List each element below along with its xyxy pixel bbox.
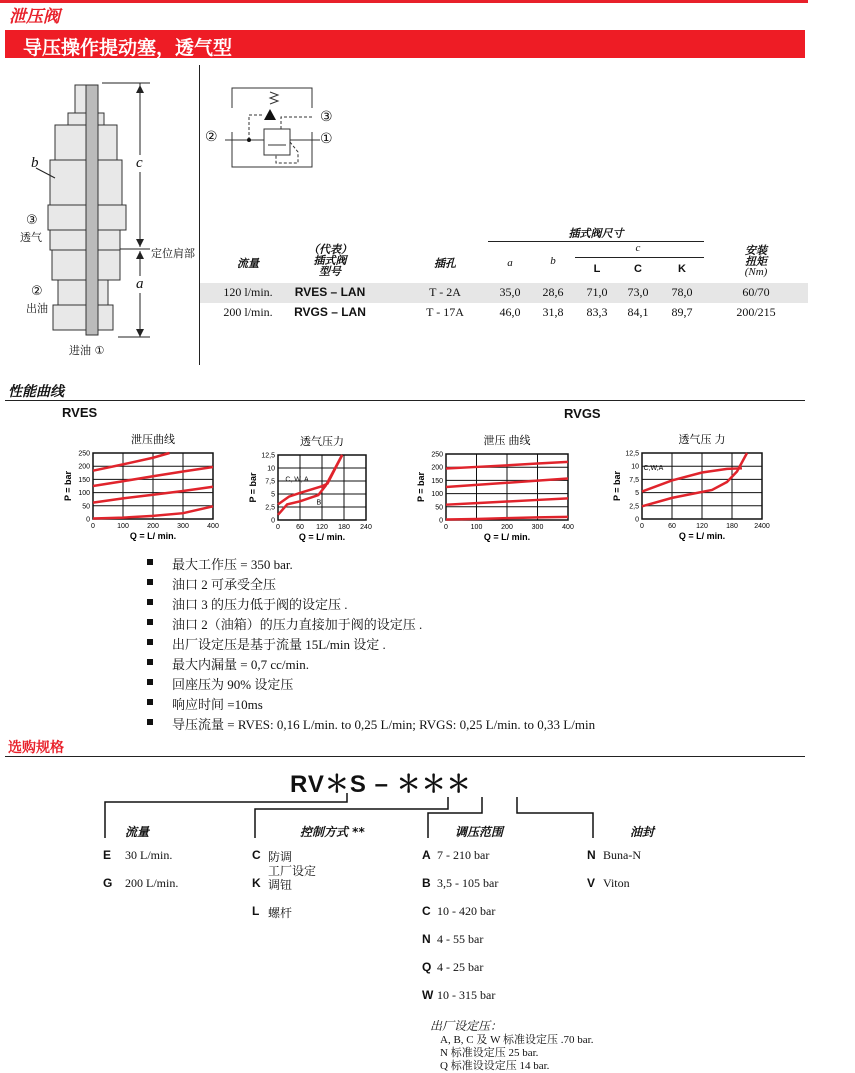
x-axis-label: Q = L/ min.	[678, 531, 726, 541]
x-tick-label: 240	[360, 524, 372, 531]
col-a: a	[507, 257, 513, 269]
option-value: Buna-N	[603, 848, 641, 862]
x-tick-label: 400	[562, 524, 574, 531]
option-value: 4 - 55 bar	[437, 932, 484, 946]
feature-item	[172, 634, 386, 653]
option-value: 螺杆	[268, 906, 293, 920]
y-tick-label: 5	[635, 490, 639, 498]
schematic-port1: ①	[320, 131, 333, 147]
option-code: E	[103, 848, 112, 862]
x-tick-label: 100	[117, 523, 129, 530]
feature-text: 响应时间 =10ms	[172, 697, 263, 712]
option-code: A	[422, 848, 431, 862]
y-tick-label: 5	[271, 491, 275, 499]
port2-label: 出油	[26, 302, 48, 315]
col-model-3: 型号	[319, 265, 341, 278]
x-tick-label: 60	[296, 524, 304, 531]
y-tick-label: 0	[86, 516, 90, 524]
c-header: c	[635, 242, 641, 254]
option-code: L	[252, 904, 260, 918]
feature-item	[172, 594, 348, 613]
table-cell-C: 84,1	[627, 305, 649, 319]
rves-label: RVES	[62, 405, 98, 420]
performance-title: 性能曲线	[8, 384, 64, 400]
feature-item	[172, 574, 276, 593]
option-code: Q	[422, 960, 432, 974]
table-cell-K: 89,7	[671, 305, 693, 319]
x-tick-label: 60	[668, 523, 676, 530]
factory-setting-line: Q 标准设设定压 14 bar.	[440, 1060, 550, 1072]
y-tick-label: 0	[271, 517, 275, 525]
chart-4	[602, 428, 792, 559]
y-tick-label: 50	[435, 504, 443, 512]
ordering-control-title: 控制方式 **	[300, 825, 365, 839]
chart-3	[406, 429, 598, 560]
x-tick-label: 400	[207, 523, 219, 530]
y-tick-label: 12,5	[261, 452, 275, 460]
feature-text: 最大内漏量 = 0,7 cc/min.	[172, 657, 309, 672]
option-value: 10 - 315 bar	[437, 988, 496, 1002]
feature-item	[172, 714, 595, 733]
y-tick-label: 50	[82, 503, 90, 511]
y-axis-label: P = bar	[63, 470, 73, 502]
bullet-icon	[147, 639, 153, 645]
option-code: W	[422, 988, 434, 1002]
section-rule	[5, 400, 805, 401]
port2-number: ②	[31, 284, 43, 299]
y-tick-label: 10	[267, 465, 275, 473]
x-tick-label: 200	[147, 523, 159, 530]
col-torque-1: 安装	[745, 244, 767, 257]
y-tick-label: 10	[631, 463, 639, 471]
y-tick-label: 2,5	[265, 504, 275, 512]
chart-title: 泄压 曲线	[483, 435, 531, 447]
rvgs-label: RVGS	[564, 406, 601, 421]
table-cell-a: 46,0	[499, 305, 521, 319]
x-tick-label: 300	[177, 523, 189, 530]
chart-title: 透气压 力	[678, 434, 726, 446]
ordering-flow-title: 流量	[125, 825, 150, 839]
port3-number: ③	[26, 213, 38, 228]
annotation-cwa: C,W,A	[643, 464, 664, 472]
y-tick-label: 250	[431, 451, 443, 459]
x-tick-label: 0	[91, 523, 95, 530]
feature-text: 回座压为 90% 设定压	[172, 677, 294, 692]
table-cell-K: 78,0	[671, 285, 693, 299]
chart-title: 泄压曲线	[131, 434, 175, 446]
col-b: b	[550, 255, 556, 267]
x-tick-label: 120	[696, 523, 708, 530]
schematic-port3: ③	[320, 109, 333, 125]
x-tick-label: 180	[726, 523, 738, 530]
option-value: 调钮	[268, 878, 293, 892]
feature-text: 油口 2（油箱）的压力直接加于阀的设定压 .	[172, 617, 423, 632]
table-cell-cavity: T - 17A	[426, 305, 464, 319]
factory-setting-title: 出厂设定压：	[430, 1019, 503, 1033]
y-tick-label: 150	[431, 477, 443, 485]
feature-text: 油口 3 的压力低于阀的设定压 .	[172, 597, 348, 612]
rule	[575, 257, 704, 258]
table-cell-b: 28,6	[542, 285, 564, 299]
chart-title: 透气压力	[300, 436, 344, 448]
y-tick-label: 200	[78, 463, 90, 471]
col-model-2: 插式阀	[313, 254, 347, 267]
port1-label: 进油 ①	[69, 344, 105, 357]
option-code: N	[587, 848, 596, 862]
table-cell-torque: 60/70	[742, 285, 770, 299]
col-L: L	[593, 263, 601, 275]
option-value-2: 工厂设定	[268, 864, 317, 878]
table-cell-model: RVGS – LAN	[294, 305, 366, 319]
section-banner: 导压操作提动塞，透气型	[5, 30, 805, 58]
feature-item	[172, 554, 293, 573]
x-axis-label: Q = L/ min.	[129, 531, 177, 541]
x-tick-label: 180	[338, 524, 350, 531]
x-tick-label: 200	[501, 524, 513, 531]
x-tick-label: 0	[640, 523, 644, 530]
x-tick-label: 0	[276, 524, 280, 531]
dimension-a-label: a	[136, 276, 144, 292]
series-line-1	[93, 453, 170, 471]
bullet-icon	[147, 559, 153, 565]
model-code: RV＊S – ＊＊＊	[290, 771, 472, 798]
dimension-c-label: c	[136, 155, 143, 171]
option-value: 7 - 210 bar	[437, 848, 490, 862]
annotation-b: B	[316, 499, 322, 507]
feature-item	[172, 654, 309, 673]
table-cell-flow: 200 l/min.	[223, 305, 273, 319]
feature-text: 油口 2 可承受全压	[172, 577, 277, 592]
ordering-seal-title: 油封	[630, 825, 655, 839]
series-line-4	[446, 517, 568, 520]
schematic-port2: ②	[205, 129, 218, 145]
x-axis-label: Q = L/ min.	[483, 532, 531, 542]
top-rule	[0, 0, 808, 3]
bullet-icon	[147, 719, 153, 725]
hydraulic-schematic	[200, 80, 340, 180]
feature-item	[172, 614, 422, 633]
feature-item	[172, 674, 293, 693]
feature-item	[172, 694, 263, 713]
option-code: C	[422, 904, 431, 918]
option-code: N	[422, 932, 431, 946]
factory-setting-line: N 标准设定压 25 bar.	[440, 1047, 539, 1059]
col-cavity: 插孔	[434, 257, 456, 270]
y-axis-label: P = bar	[248, 472, 258, 503]
bullet-icon	[147, 599, 153, 605]
col-model-1: （代表）	[308, 243, 352, 256]
y-tick-label: 250	[78, 450, 90, 458]
col-C: C	[634, 263, 642, 275]
y-tick-label: 100	[78, 490, 90, 498]
x-tick-label: 120	[316, 524, 328, 531]
annotation-cwa: C, W, A	[285, 476, 309, 484]
table-cell-cavity: T - 2A	[429, 285, 461, 299]
feature-text: 出厂设定压是基于流量 15L/min 设定 .	[172, 637, 386, 652]
page-title: 泄压阀	[9, 7, 60, 27]
y-axis-label: P = bar	[416, 471, 426, 503]
y-tick-label: 0	[439, 517, 443, 525]
y-tick-label: 0	[635, 516, 639, 524]
y-axis-label: P = bar	[612, 470, 622, 502]
section-rule	[5, 756, 805, 757]
bullet-icon	[147, 659, 153, 665]
bullet-icon	[147, 619, 153, 625]
bullet-icon	[147, 699, 153, 705]
y-tick-label: 200	[431, 464, 443, 472]
port3-label: 透气	[20, 231, 42, 244]
y-tick-label: 7,5	[629, 476, 639, 484]
option-code: C	[252, 848, 261, 862]
ordering-title: 选购规格	[8, 740, 64, 756]
dimension-b-label: b	[31, 155, 39, 171]
rule	[488, 241, 704, 242]
option-code: B	[422, 876, 431, 890]
option-value: 4 - 25 bar	[437, 960, 484, 974]
bullet-icon	[147, 679, 153, 685]
table-cell-b: 31,8	[542, 305, 564, 319]
y-tick-label: 2,5	[629, 503, 639, 511]
table-cell-torque: 200/215	[736, 305, 776, 319]
option-code: G	[103, 876, 113, 890]
y-tick-label: 7,5	[265, 478, 275, 486]
option-value: 10 - 420 bar	[437, 904, 496, 918]
y-tick-label: 12,5	[625, 450, 639, 458]
table-cell-a: 35,0	[499, 285, 521, 299]
option-value: 30 L/min.	[125, 848, 173, 862]
table-cell-model: RVES – LAN	[294, 285, 366, 299]
chart-1	[53, 428, 243, 559]
locating-shoulder-label: 定位肩部	[151, 247, 195, 260]
y-tick-label: 100	[431, 491, 443, 499]
col-flow: 流量	[237, 257, 259, 270]
table-cell-L: 83,3	[586, 305, 608, 319]
chart-2	[238, 430, 396, 560]
x-tick-label: 0	[444, 524, 448, 531]
col-torque-2: 扭矩	[745, 255, 767, 268]
option-code: K	[252, 876, 261, 890]
option-code: V	[587, 876, 596, 890]
feature-text: 导压流量 = RVES: 0,16 L/min. to 0,25 L/min; RVGS: 0,25 L/min. to 0,33 L/min	[172, 717, 596, 732]
option-value: 3,5 - 105 bar	[437, 876, 499, 890]
group-header: 插式阀尺寸	[568, 227, 624, 240]
y-tick-label: 150	[78, 476, 90, 484]
x-tick-label: 2400	[754, 523, 770, 530]
x-tick-label: 300	[531, 524, 544, 531]
bullet-icon	[147, 579, 153, 585]
x-axis-label: Q = L/ min.	[298, 532, 346, 542]
option-value: 200 L/min.	[125, 876, 179, 890]
col-K: K	[678, 263, 686, 275]
option-value: 防调	[268, 850, 293, 864]
col-torque-3: (Nm)	[744, 266, 768, 278]
ordering-range-title: 调压范围	[455, 825, 504, 839]
table-cell-flow: 120 l/min.	[223, 285, 273, 299]
feature-text: 最大工作压 = 350 bar.	[172, 557, 293, 572]
table-cell-L: 71,0	[586, 285, 608, 299]
series-line-2	[278, 455, 342, 515]
option-value: Viton	[603, 876, 630, 890]
factory-setting-line: A, B, C 及 W 标准设定压 .70 bar.	[440, 1034, 594, 1046]
x-tick-label: 100	[470, 524, 483, 531]
table-cell-C: 73,0	[627, 285, 649, 299]
